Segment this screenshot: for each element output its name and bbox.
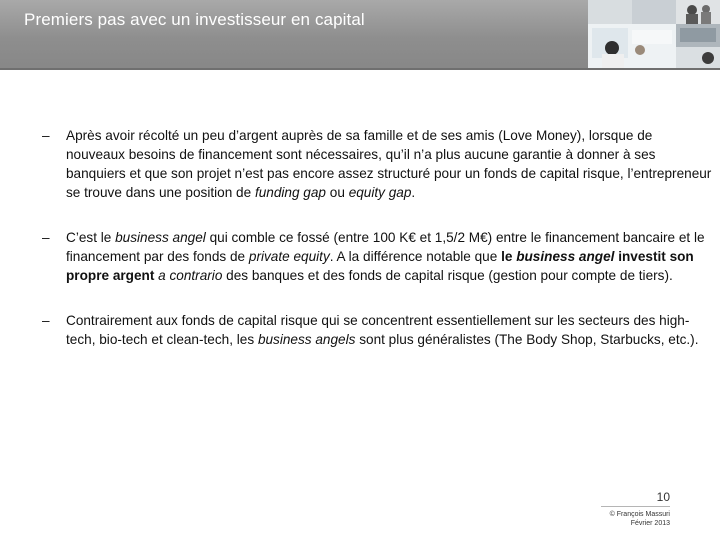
bullet-text	[66, 230, 705, 283]
text-run-italic: funding gap	[254, 185, 326, 200]
text-run: Contrairement aux fonds de capital risque qui se concentrent essentiellement sur les secteurs des high-tech, bio-tech et clean-tech, les	[66, 313, 690, 347]
bullet-text	[66, 128, 711, 200]
bullet-list	[42, 126, 714, 375]
bullet-item	[42, 228, 714, 285]
bullet-item	[42, 311, 714, 349]
date-text: Février 2013	[630, 520, 670, 527]
bullet-dash: –	[42, 230, 50, 245]
header-band	[0, 0, 720, 70]
text-run: des banques et des fonds de capital risque (gestion pour compte de tiers).	[222, 268, 673, 283]
footer-divider	[601, 506, 670, 507]
header-photo-collage	[588, 0, 720, 70]
photo-tile-2	[632, 0, 676, 24]
slide-title: Premiers pas avec un investisseur en capital	[24, 10, 365, 29]
text-run: sont plus généralistes (The Body Shop, Starbucks, etc.).	[355, 332, 699, 347]
text-run-italic: business angel	[115, 230, 206, 245]
photo-tile-1	[588, 0, 632, 24]
text-run: Après avoir récolté un peu d’argent auprès de sa famille et de ses amis (Love Money), lorsque de nouveaux besoins de financement sont nécessaires, qu’il n’a plus aucune garantie à donner à ses banquiers et que son projet n’est pas encore assez structuré pour un fonds de capital risque, l’entrepreneur se trouve dans une position de	[66, 128, 712, 200]
bullet-dash: –	[42, 128, 50, 143]
bullet-text	[66, 313, 698, 347]
text-run-italic: equity gap	[348, 185, 412, 200]
text-run: qui comble ce fossé (entre 100 K€ et 1,5/2 M€) entre le financement bancaire et le financement par des fonds de	[66, 230, 705, 264]
text-run-bold-italic-inner: business angel	[516, 249, 615, 264]
text-run: C’est le	[66, 230, 116, 245]
text-run: .	[411, 185, 416, 200]
text-run-bold-italic	[516, 249, 614, 264]
bullet-dash: –	[42, 313, 50, 328]
text-run-italic: a contrario	[158, 268, 223, 283]
bullet-item	[42, 126, 714, 202]
text-run: . A la différence notable que	[329, 249, 502, 264]
text-run-italic: business angels	[257, 332, 356, 347]
text-run-bold: le	[501, 249, 517, 264]
page-number: 10	[656, 490, 670, 504]
text-run: ou	[326, 185, 349, 200]
copyright-text: © François Massuri	[609, 511, 670, 518]
text-run-italic: private equity	[248, 249, 330, 264]
text-run-bold: investit son propre argent	[66, 249, 694, 283]
